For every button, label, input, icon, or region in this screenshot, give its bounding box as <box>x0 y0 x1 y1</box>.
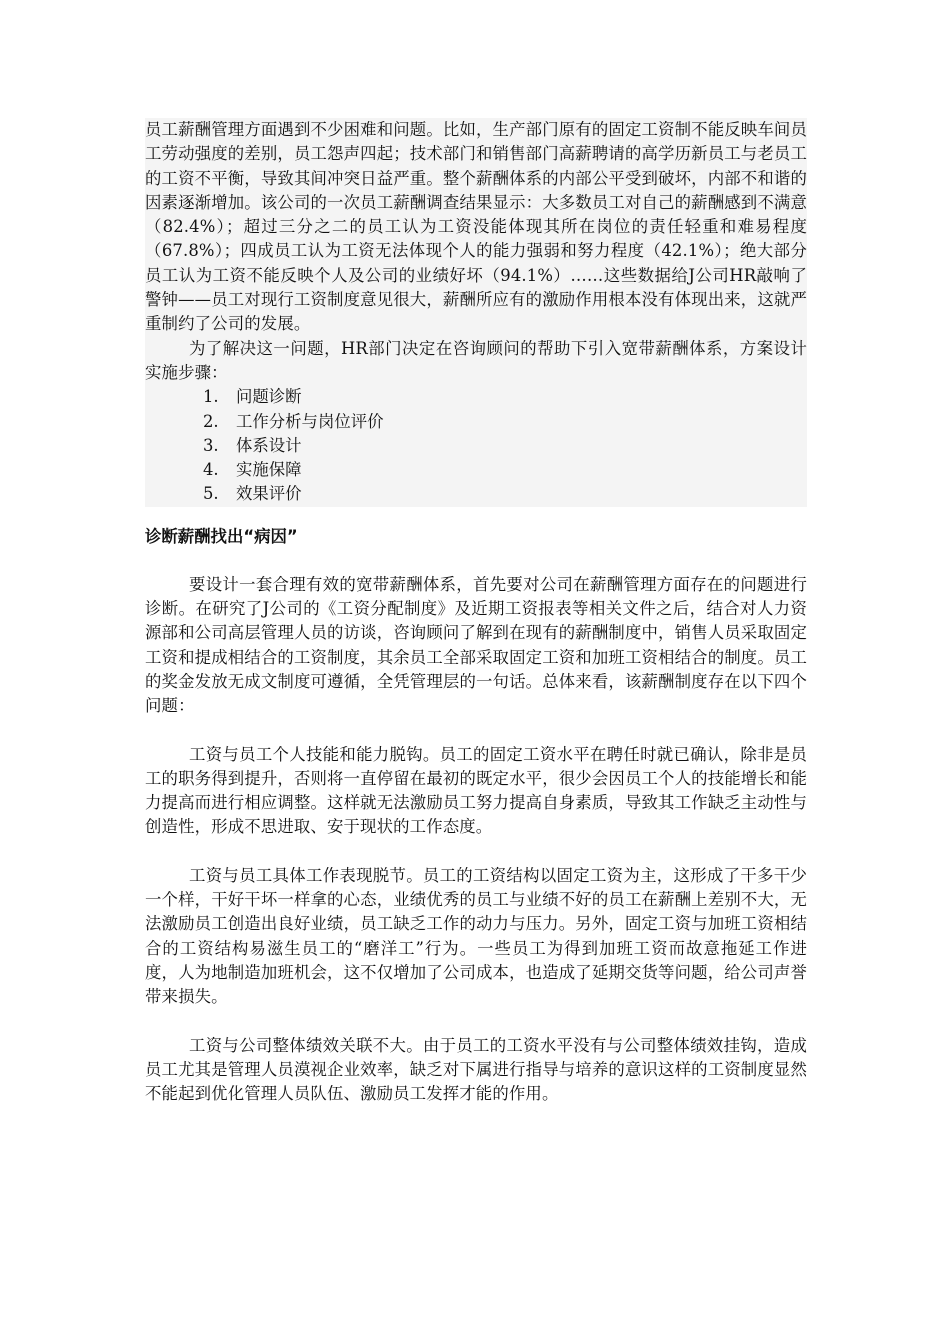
list-item-number: 5. <box>203 484 219 504</box>
section-heading: 诊断薪酬找出“病因” <box>145 526 298 546</box>
list-item-text: 实施保障 <box>236 460 302 480</box>
list-item <box>203 458 807 482</box>
document-page <box>145 118 807 1106</box>
problem-paragraph-performance: 工资与员工具体工作表现脱节。员工的工资结构以固定工资为主，这形成了干多干少一个样，干好干坏一样拿的心态，业绩优秀的员工与业绩不好的员工在薪酬上差别不大，无法激励员工创造出良好业绩，员工缺乏工作的动力与压力。另外，固定工资与加班工资相结合的工资结构易滋生员工的“磨洋工”行为。一些员工为得到加班工资而故意拖延工作进度，人为地制造加班机会，这不仅增加了公司成本，也造成了延期交货等问题，给公司声誉带来损失。 <box>145 865 807 1007</box>
list-item-number: 1. <box>203 387 219 407</box>
list-item <box>203 410 807 434</box>
list-item-text: 工作分析与岗位评价 <box>236 411 384 431</box>
shaded-text-block <box>145 118 807 507</box>
list-item-text: 体系设计 <box>236 435 302 455</box>
intro-paragraph: 员工薪酬管理方面遇到不少困难和问题。比如，生产部门原有的固定工资制不能反映车间员工劳动强度的差别，员工怨声四起；技术部门和销售部门高薪聘请的高学历新员工与老员工的工资不平衡，导致其间冲突日益严重。整个薪酬体系的内部公平受到破坏，内部不和谐的因素逐渐增加。该公司的一次员工薪酬调查结果显示：大多数员工对自己的薪酬感到不满意（82.4%）；超过三分之二的员工认为工资没能体现其所在岗位的责任轻重和难易程度（67.8%）；四成员工认为工资无法体现个人的能力强弱和努力程度（42.1%）；绝大部分员工认为工资不能反映个人及公司的业绩好坏（94.1%）……这些数据给J公司HR敲响了警钟——员工对现行工资制度意见很大，薪酬所应有的激励作用根本没有体现出来，这就严重制约了公司的发展。 <box>145 120 807 334</box>
list-item-number: 4. <box>203 460 219 480</box>
list-item-text: 效果评价 <box>236 484 302 504</box>
list-item-number: 2. <box>203 411 219 431</box>
list-item <box>203 434 807 458</box>
problem-paragraph-company-performance: 工资与公司整体绩效关联不大。由于员工的工资水平没有与公司整体绩效挂钩，造成员工尤其是管理人员漠视企业效率，缺乏对下属进行指导与培养的意识这样的工资制度显然不能起到优化管理人员队伍、激励员工发挥才能的作用。 <box>145 1035 807 1104</box>
list-item <box>203 385 807 409</box>
list-item-number: 3. <box>203 435 219 455</box>
diagnosis-paragraph: 要设计一套合理有效的宽带薪酬体系，首先要对公司在薪酬管理方面存在的问题进行诊断。在研究了J公司的《工资分配制度》及近期工资报表等相关文件之后，结合对人力资源部和公司高层管理人员的访谈，咨询顾问了解到在现有的薪酬制度中，销售人员采取固定工资和提成相结合的工资制度，其余员工全部采取固定工资和加班工资相结合的制度。员工的奖金发放无成文制度可遵循，全凭管理层的一句话。总体来看，该薪酬制度存在以下四个问题： <box>145 574 807 716</box>
list-item <box>203 482 807 506</box>
implementation-steps-list <box>145 385 807 506</box>
solution-paragraph: 为了解决这一问题，HR部门决定在咨询顾问的帮助下引入宽带薪酬体系，方案设计实施步骤： <box>145 338 807 382</box>
problem-paragraph-skills: 工资与员工个人技能和能力脱钩。员工的固定工资水平在聘任时就已确认，除非是员工的职务得到提升，否则将一直停留在最初的既定水平，很少会因员工个人的技能增长和能力提高而进行相应调整。这样就无法激励员工努力提高自身素质，导致其工作缺乏主动性与创造性，形成不思进取、安于现状的工作态度。 <box>145 744 807 837</box>
list-item-text: 问题诊断 <box>236 387 302 407</box>
